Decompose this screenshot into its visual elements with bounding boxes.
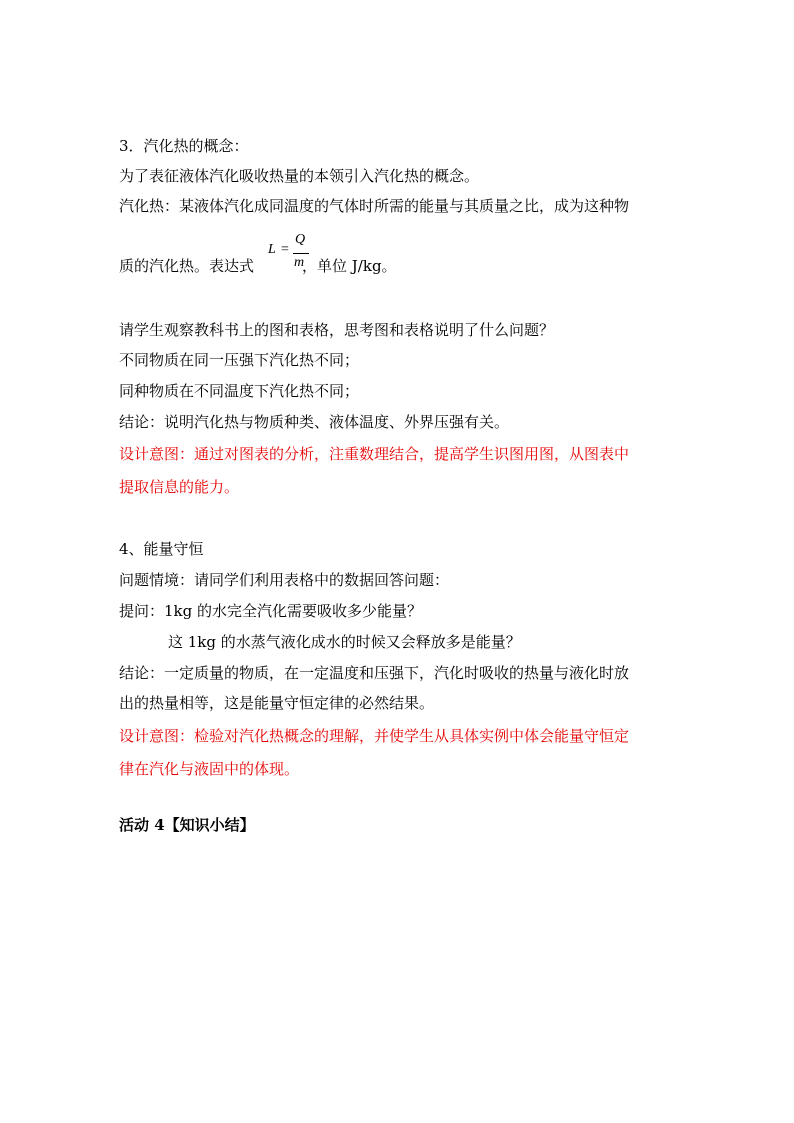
section4-heading: 4、能量守恒 — [119, 540, 204, 558]
activity4-heading: 活动 4【知识小结】 — [119, 816, 255, 834]
formula-fraction-bar — [293, 253, 309, 254]
formula-suffix-text: ，单位 J/kg。 — [302, 257, 397, 275]
section3-paragraph-3 — [119, 256, 397, 276]
formula-lhs: L — [268, 242, 276, 257]
section4-design-intent-2: 律在汽化与液固中的体现。 — [119, 760, 300, 778]
section4-question-2: 这 1kg 的水蒸气液化成水的时候又会释放多是能量？ — [168, 633, 521, 651]
latent-heat-formula — [268, 232, 312, 276]
section4-question-1: 提问：1kg 的水完全汽化需要吸收多少能量？ — [119, 602, 423, 620]
section3-paragraph-5: 不同物质在同一压强下汽化热不同； — [119, 351, 360, 369]
section3-design-intent-2: 提取信息的能力。 — [119, 478, 240, 496]
section3-paragraph-1: 为了表征液体汽化吸收热量的本领引入汽化热的概念。 — [119, 167, 480, 185]
section4-conclusion-1: 结论：一定质量的物质，在一定温度和压强下，汽化时吸收的热量与液化时放 — [119, 664, 630, 682]
formula-equals: = — [281, 242, 289, 257]
section3-design-intent-1: 设计意图：通过对图表的分析，注重数理结合，提高学生识图用图，从图表中 — [119, 445, 630, 463]
section3-paragraph-6: 同种物质在不同温度下汽化热不同； — [119, 382, 360, 400]
section3-paragraph-4: 请学生观察教科书上的图和表格，思考图和表格说明了什么问题？ — [119, 321, 555, 339]
section3-paragraph-2: 汽化热：某液体汽化成同温度的气体时所需的能量与其质量之比，成为这种物 — [119, 197, 630, 215]
formula-prefix-text: 质的汽化热。表达式 — [119, 257, 255, 275]
section3-conclusion: 结论：说明汽化热与物质种类、液体温度、外界压强有关。 — [119, 413, 510, 431]
section4-conclusion-2: 出的热量相等，这是能量守恒定律的必然结果。 — [119, 694, 435, 712]
formula-denominator: m — [294, 255, 305, 270]
formula-numerator: Q — [295, 232, 306, 247]
section3-heading: 3．汽化热的概念： — [119, 137, 249, 155]
section4-paragraph-1: 问题情境：请同学们利用表格中的数据回答问题： — [119, 571, 450, 589]
section4-design-intent-1: 设计意图：检验对汽化热概念的理解，并使学生从具体实例中体会能量守恒定 — [119, 727, 630, 745]
